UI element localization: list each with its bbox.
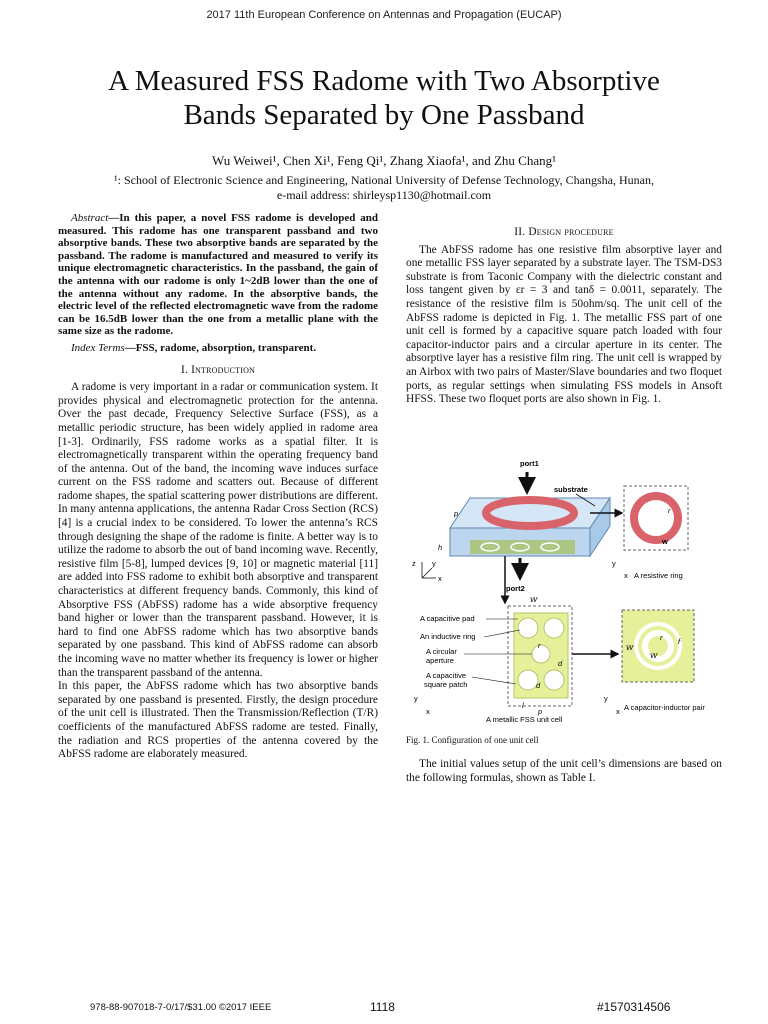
intro-paragraph-1: A radome is very important in a radar or communication system. It provides physical and electromagnetic protection for the antenna. Over the past decade, Frequency Selective Surface (FSS), as a metallic periodic structure, has been widely applied in radome area [1-3]. Ordinarily, FSS radome works as a spatial filter. It is electromagnetically transparent within the operating frequency band of the antenna. Out of the band, the incoming wave induces surface current on the FSS radome and scatters out. Because of different radome shapes, the spatial scattering power distributions are different. In many antenna applications, the antenna Radar Cross Section (RCS) [4] is a crucial index to be considered. To lower the antenna’s RCS through designing the shape of the radome is finite. A better way is to utilize the radome to absorb the out of band incoming wave. Recently, resistive film [5-8], lumped devices [9, 10] or magnetic material [11] are added into FSS radome to exhibit both absorptive and transparent characteristics at different frequency bands. Commonly, this kind of Absorptive FSS (AbFSS) radome has a wide absorptive frequency band higher or lower than the transparent passband. However, it is hard to find one AbFSS radome which has two absorptive bands separated by one passband. This kind of AbFSS radome can absorb the incoming wave no matter whether its frequency is lower or higher than the transparent passband of the antenna.: [58, 381, 378, 679]
cap-ind-pair-label: A capacitor-inductor pair: [624, 703, 705, 712]
port2-label: port2: [506, 584, 525, 593]
abstract: [58, 212, 378, 338]
h-sub-label: h: [438, 543, 443, 552]
section-2-title: Design procedure: [528, 226, 614, 238]
resistive-ring-label: A resistive ring: [634, 571, 683, 580]
ind-ring-label: An inductive ring: [420, 632, 476, 641]
pair-y: y: [604, 694, 608, 703]
index-label: Index Terms: [71, 341, 125, 354]
section-1-number: I.: [180, 363, 188, 376]
w-gap-label: W: [626, 643, 634, 652]
patch-label-1: A capacitive: [426, 671, 467, 680]
abstract-text: —In this paper, a novel FSS radome is developed and measured. This radome has one transparent passband and two absorptive bands. These two absorptive bands are separated by the passband. The radome is manufactured and measured to verify its unique electromagnetic characteristics. In the passband, the gain of the antenna with our radome is only 1~2dB lower than the one of the antenna without any radome. In the absorptive bands, the electric level of the reflected electromagnetic wave from the radome can be 16.5dB lower than the one from a metallic plane with the same size as the radome.: [58, 212, 378, 338]
right-column: [406, 226, 722, 407]
r-label: r: [668, 506, 671, 515]
section-1-title: Introduction: [191, 363, 256, 376]
section-2-number: II.: [514, 226, 526, 238]
left-column: [58, 212, 378, 762]
w-r-label: w: [662, 537, 668, 546]
pair-x: x: [616, 707, 620, 716]
email-line: e-mail address: shirleysp1130@hotmail.com: [276, 188, 492, 202]
section-2-heading: [406, 226, 722, 240]
w-pad-label: W: [530, 595, 538, 604]
dy-label: d: [558, 659, 563, 668]
footer-paper-id: #1570314506: [597, 1000, 671, 1014]
intro-paragraph-2: In this paper, the AbFSS radome which has two absorptive bands separated by one passband is presented. Firstly, the design procedure of the unit cell is illustrated. Then the Transmission/Reflection (T/R) coefficients of the manufactured AbFSS radome are tested. Finally, the radiation and RCS properties of the antenna covered by the AbFSS radome are elaborately measured.: [58, 680, 378, 761]
ring-x: x: [624, 571, 628, 580]
unit-cell-label: A metallic FSS unit cell: [486, 715, 563, 724]
conference-header: 2017 11th European Conference on Antennas and Propagation (EUCAP): [206, 9, 562, 21]
axis-z: z: [412, 559, 416, 568]
w-l-label: W: [650, 651, 658, 660]
substrate-label: substrate: [554, 485, 588, 494]
affiliation-line-1: ¹: School of Electronic Science and Engineering, National University of Defense Technology, Changsha, Hunan,: [114, 173, 654, 187]
p-cell-label: p: [538, 707, 543, 716]
footer-page-number: 1118: [370, 1000, 395, 1014]
cell-x: x: [426, 707, 430, 716]
r2-label: r: [660, 633, 663, 642]
title-line-2: Bands Separated by One Passband: [183, 99, 585, 131]
authors: Wu Weiwei¹, Chen Xi¹, Feng Qi¹, Zhang Xiaofa¹, and Zhu Chang¹: [211, 153, 557, 168]
port1-label: port1: [520, 459, 539, 468]
patch-label-2: square patch: [424, 680, 468, 689]
index-text: —FSS, radome, absorption, transparent.: [124, 341, 317, 354]
ring-y: y: [612, 559, 616, 568]
axis-y: y: [432, 559, 436, 568]
cap-pad-label: A capacitive pad: [420, 614, 475, 623]
f-label: f: [678, 637, 681, 646]
figure-caption: Fig. 1. Configuration of one unit cell: [406, 735, 539, 745]
l-ind-label: l: [522, 701, 524, 710]
index-terms: [58, 342, 378, 356]
design-paragraph-1: The AbFSS radome has one resistive film absorptive layer and one metallic FSS layer separated by a substrate layer. The TSM-DS3 substrate is from Taconic Company with the dielectric constant and loss tangent given by εr = 3 and tanδ = 0.0011, separately. The resistance of the resistive film is 50ohm/sq. The unit cell of the AbFSS radome is depicted in Fig. 1. The metallic FSS part of one unit cell is formed by a capacitive square patch loaded with four capacitor-inductor pairs and a circular aperture in its center. The absorptive layer has a resistive film ring. The unit cell is wrapped by an Airbox with two pairs of Master/Slave boundaries and two floquet ports, as regular settings when simulating FSS models in Ansoft HFSS. These two floquet ports are also shown in Fig. 1.: [406, 243, 722, 406]
footer-copyright: 978-88-907018-7-0/17/$31.00 ©2017 IEEE: [90, 1002, 272, 1013]
design-paragraph-2: The initial values setup of the unit cell’s dimensions are based on the following formulas, shown as Table I.: [406, 758, 722, 784]
after-figure-text: [406, 758, 722, 785]
affiliation: [40, 173, 728, 203]
ds-label: d: [536, 681, 541, 690]
aperture-label-1: A circular: [426, 647, 457, 656]
abstract-label: Abstract: [71, 212, 109, 224]
aperture-label-2: aperture: [426, 656, 454, 665]
unit-cell-figure: [410, 458, 722, 738]
metallic-unit-cell: [508, 606, 572, 706]
resistive-ring-detail: [624, 486, 688, 550]
r1-label: r: [538, 641, 541, 650]
axis-x: x: [438, 574, 442, 583]
substrate-box: [450, 498, 610, 556]
section-1-heading: [58, 364, 378, 378]
p-dim-label: p: [454, 509, 459, 518]
title-line-1: A Measured FSS Radome with Two Absorptive: [108, 65, 660, 97]
cell-y: y: [414, 694, 418, 703]
paper-title: [40, 64, 728, 132]
